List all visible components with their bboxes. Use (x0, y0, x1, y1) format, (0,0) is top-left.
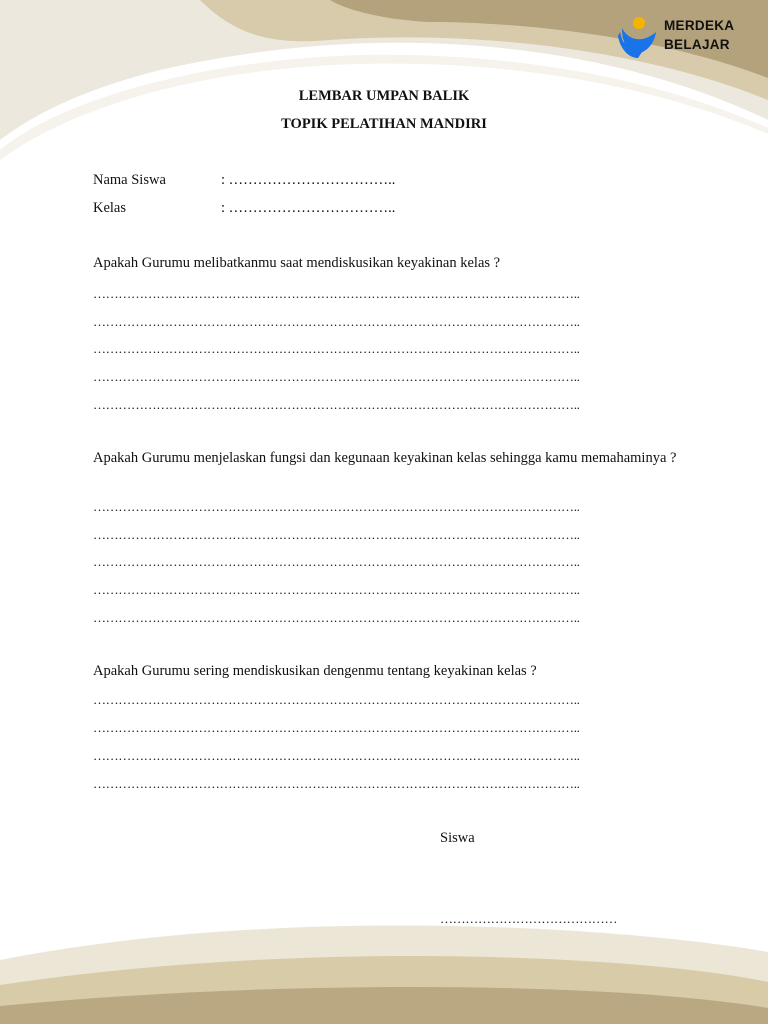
answer-line[interactable]: …………………………………………………………………………………………………….. (93, 499, 580, 514)
answer-line[interactable]: …………………………………………………………………………………………………….. (93, 397, 580, 412)
answer-line[interactable]: …………………………………………………………………………………………………….. (93, 369, 580, 384)
logo-line-2: BELAJAR (664, 37, 730, 52)
answer-line[interactable]: …………………………………………………………………………………………………….. (93, 582, 580, 597)
answer-line[interactable]: …………………………………………………………………………………………………….. (93, 720, 580, 735)
answer-line[interactable]: …………………………………………………………………………………………………….. (93, 341, 580, 356)
student-name-label: Nama Siswa (93, 172, 166, 188)
student-name-blank[interactable]: : …………………………….. (221, 172, 396, 188)
answer-line[interactable]: …………………………………………………………………………………………………….. (93, 527, 580, 542)
question-1: Apakah Gurumu melibatkanmu saat mendiskusikan keyakinan kelas ? (93, 255, 501, 271)
class-blank[interactable]: : …………………………….. (221, 200, 396, 216)
signature-line[interactable]: …………………………………… (440, 911, 618, 926)
answer-line[interactable]: …………………………………………………………………………………………………….. (93, 286, 580, 301)
answer-line[interactable]: …………………………………………………………………………………………………….. (93, 610, 580, 625)
logo-wordmark (664, 16, 734, 54)
class-field[interactable] (93, 200, 395, 217)
student-name-field[interactable] (93, 172, 395, 189)
merdeka-belajar-logo-icon (616, 14, 660, 60)
question-2: Apakah Gurumu menjelaskan fungsi dan kegunaan keyakinan kelas sehingga kamu memahaminya ? (93, 450, 677, 466)
answer-line[interactable]: …………………………………………………………………………………………………….. (93, 748, 580, 763)
class-label: Kelas (93, 200, 127, 216)
signature-label: Siswa (440, 830, 475, 846)
answer-line[interactable]: …………………………………………………………………………………………………….. (93, 554, 580, 569)
question-3: Apakah Gurumu sering mendiskusikan dengenmu tentang keyakinan kelas ? (93, 663, 537, 679)
document-subtitle: TOPIK PELATIHAN MANDIRI (281, 116, 487, 132)
logo-line-1: MERDEKA (664, 18, 735, 33)
answer-line[interactable]: …………………………………………………………………………………………………….. (93, 776, 580, 791)
merdeka-belajar-logo (616, 14, 756, 64)
answer-line[interactable]: …………………………………………………………………………………………………….. (93, 692, 580, 707)
answer-line[interactable]: …………………………………………………………………………………………………….. (93, 314, 580, 329)
document-title: LEMBAR UMPAN BALIK (298, 88, 470, 104)
